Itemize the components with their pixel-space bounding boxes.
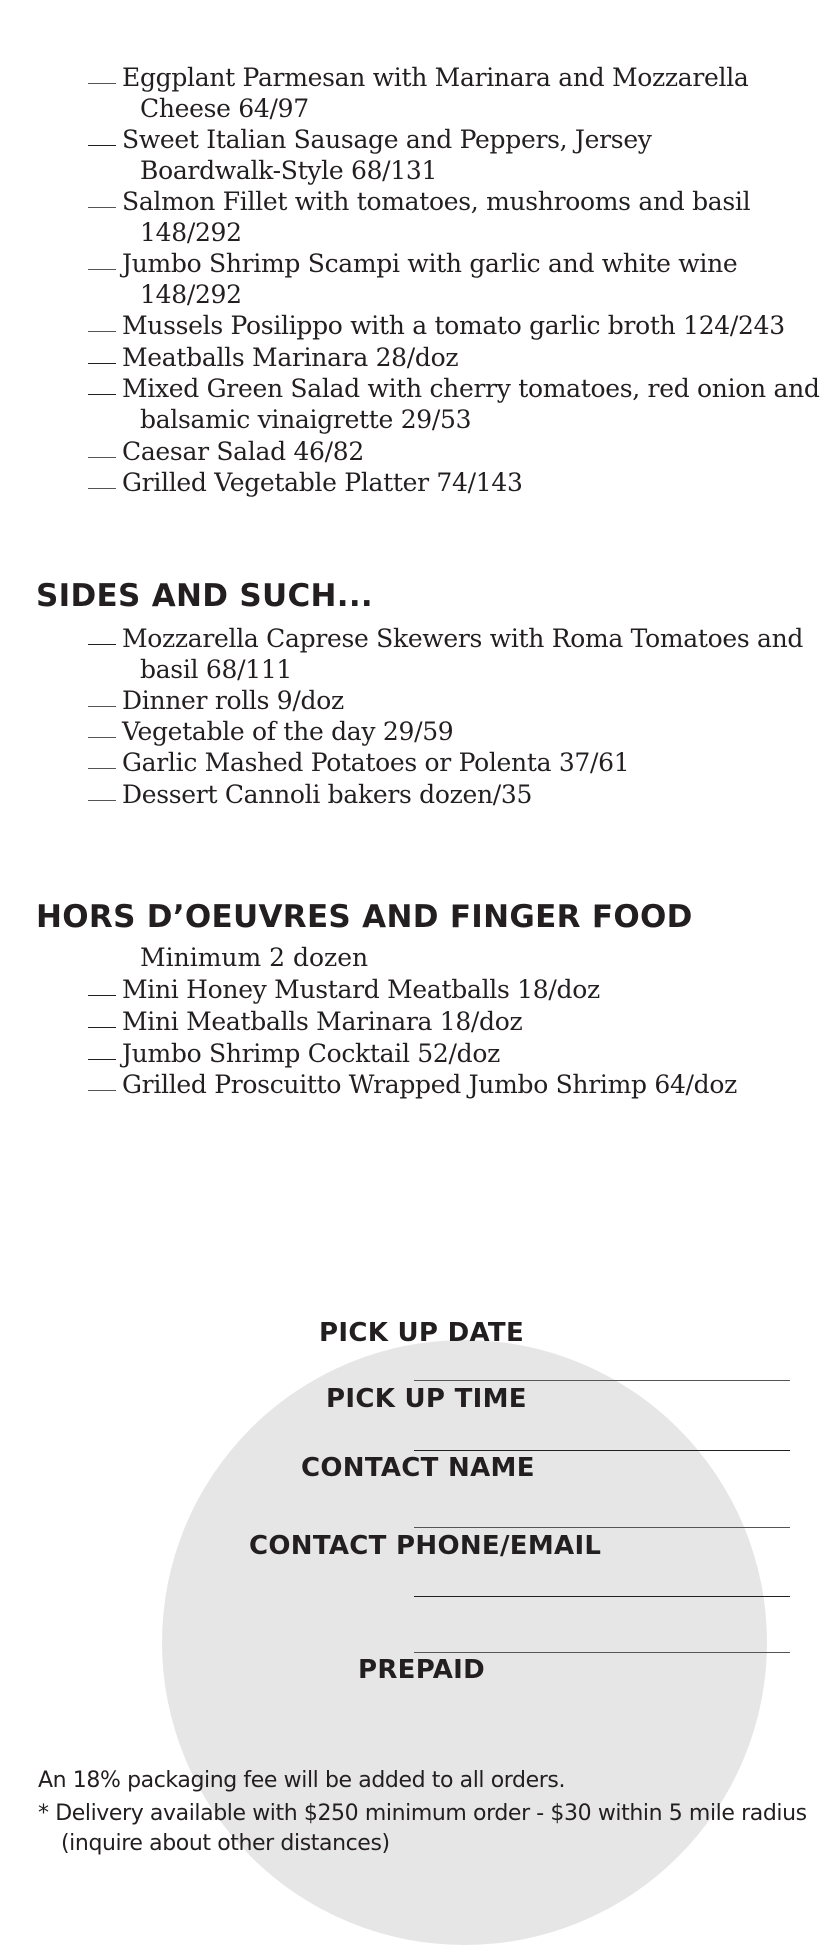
list-item xyxy=(88,1069,737,1100)
list-item xyxy=(88,623,803,685)
item-label: Mixed Green Salad with cherry tomatoes, red onion and xyxy=(122,374,820,403)
checkbox-blank[interactable] xyxy=(88,800,116,801)
checkbox-blank[interactable] xyxy=(88,207,116,208)
list-item xyxy=(88,779,532,810)
contact-phone-field[interactable] xyxy=(414,1596,790,1597)
list-item xyxy=(88,248,737,310)
distance-inquiry-note: (inquire about other distances) xyxy=(61,1831,390,1856)
item-label: Grilled Vegetable Platter 74/143 xyxy=(122,468,523,497)
list-item xyxy=(88,685,344,716)
item-label: Mussels Posilippo with a tomato garlic broth 124/243 xyxy=(122,311,785,340)
item-label: Vegetable of the day 29/59 xyxy=(122,717,454,746)
list-item xyxy=(88,310,785,341)
list-item xyxy=(88,747,629,778)
section-heading-hors-doeuvres: HORS D’OEUVRES AND FINGER FOOD xyxy=(36,899,693,935)
contact-phone-field-extra[interactable] xyxy=(414,1652,790,1653)
minimum-note: Minimum 2 dozen xyxy=(140,943,369,972)
item-label: Mini Honey Mustard Meatballs 18/doz xyxy=(122,975,600,1004)
checkbox-blank[interactable] xyxy=(88,1027,116,1028)
pickup-date-label: PICK UP DATE xyxy=(319,1318,525,1348)
list-item xyxy=(88,186,750,248)
item-label: Jumbo Shrimp Scampi with garlic and white wine xyxy=(122,249,738,278)
item-label: Salmon Fillet with tomatoes, mushrooms and basil xyxy=(122,187,751,216)
packaging-fee-note: An 18% packaging fee will be added to all orders. xyxy=(38,1768,566,1793)
list-item xyxy=(88,716,453,747)
item-label: Eggplant Parmesan with Marinara and Mozzarella xyxy=(122,63,749,92)
checkbox-blank[interactable] xyxy=(88,644,116,645)
contact-name-field[interactable] xyxy=(414,1527,790,1528)
pickup-time-label: PICK UP TIME xyxy=(326,1384,527,1414)
checkbox-blank[interactable] xyxy=(88,737,116,738)
item-label: Dessert Cannoli bakers dozen/35 xyxy=(122,780,533,809)
item-label: Mozzarella Caprese Skewers with Roma Tomatoes and xyxy=(122,624,804,653)
item-label: Jumbo Shrimp Cocktail 52/doz xyxy=(122,1039,500,1068)
list-item xyxy=(88,1006,522,1037)
checkbox-blank[interactable] xyxy=(88,145,116,146)
checkbox-blank[interactable] xyxy=(88,1090,116,1091)
contact-name-label: CONTACT NAME xyxy=(301,1453,535,1483)
list-item xyxy=(88,342,458,373)
pickup-time-field[interactable] xyxy=(414,1450,790,1451)
checkbox-blank[interactable] xyxy=(88,488,116,489)
item-price: basil 68/111 xyxy=(140,655,293,684)
checkbox-blank[interactable] xyxy=(88,269,116,270)
contact-phone-label: CONTACT PHONE/EMAIL xyxy=(249,1531,602,1561)
section-heading-sides: SIDES AND SUCH... xyxy=(36,578,373,614)
list-item xyxy=(88,467,523,498)
item-price: Cheese 64/97 xyxy=(140,94,309,123)
checkbox-blank[interactable] xyxy=(88,83,116,84)
checkbox-blank[interactable] xyxy=(88,1059,116,1060)
item-price: Boardwalk-Style 68/131 xyxy=(140,156,438,185)
list-item xyxy=(88,62,749,124)
checkbox-blank[interactable] xyxy=(88,331,116,332)
item-label: Grilled Proscuitto Wrapped Jumbo Shrimp 64/doz xyxy=(122,1070,737,1099)
checkbox-blank[interactable] xyxy=(88,394,116,395)
item-label: Meatballs Marinara 28/doz xyxy=(122,343,459,372)
checkbox-blank[interactable] xyxy=(88,363,116,364)
item-label: Sweet Italian Sausage and Peppers, Jersey xyxy=(122,125,652,154)
delivery-note: * Delivery available with $250 minimum order - $30 within 5 mile radius xyxy=(38,1801,807,1826)
item-price: balsamic vinaigrette 29/53 xyxy=(140,405,472,434)
list-item xyxy=(88,124,652,186)
item-label: Caesar Salad 46/82 xyxy=(122,437,364,466)
checkbox-blank[interactable] xyxy=(88,995,116,996)
list-item xyxy=(88,436,364,467)
list-item xyxy=(88,1038,500,1069)
list-item xyxy=(88,373,820,435)
item-label: Dinner rolls 9/doz xyxy=(122,686,344,715)
checkbox-blank[interactable] xyxy=(88,457,116,458)
prepaid-label: PREPAID xyxy=(358,1655,485,1685)
item-label: Mini Meatballs Marinara 18/doz xyxy=(122,1007,523,1036)
item-price: 148/292 xyxy=(140,218,242,247)
item-label: Garlic Mashed Potatoes or Polenta 37/61 xyxy=(122,748,630,777)
list-item xyxy=(88,974,600,1005)
pickup-date-field[interactable] xyxy=(414,1380,790,1381)
checkbox-blank[interactable] xyxy=(88,768,116,769)
checkbox-blank[interactable] xyxy=(88,706,116,707)
item-price: 148/292 xyxy=(140,280,242,309)
